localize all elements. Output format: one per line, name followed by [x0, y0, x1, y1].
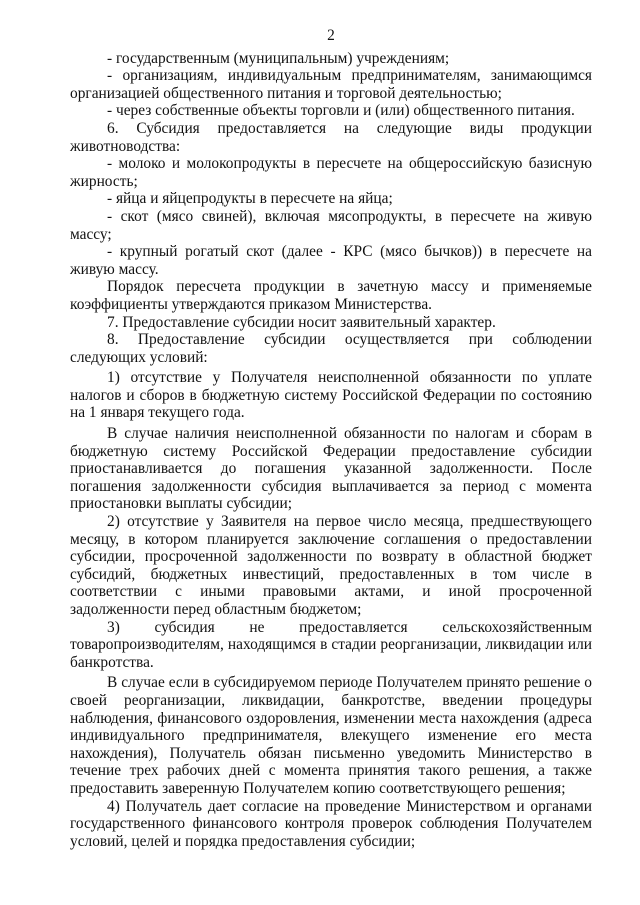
paragraph: - через собственные объекты торговли и (или) общественного питания. — [107, 102, 575, 120]
paragraph: В случае наличия неисполненной обязанности по налогам и сборам в бюджетную систему Российской Федерации предоставление субсидии приостанавливается до погашения указанной задолженности. После погашения задолженности субсидия выплачивается за период с момента приостановки выплаты субсидии; — [70, 425, 592, 513]
paragraph: 2) отсутствие у Заявителя на первое число месяца, предшествующего месяцу, в котором планируется заключение соглашения о предоставлении субсидии, просроченной задолженности по возврату в областной бюджет субсидий, бюджетных инвестиций, предоставленных в том числе в соответствии с иными правовыми актами, и иной просроченной задолженности перед областным бюджетом; — [70, 513, 592, 618]
paragraph: 6. Субсидия предоставляется на следующие виды продукции животноводства: — [70, 119, 592, 155]
paragraph: Порядок пересчета продукции в зачетную массу и применяемые коэффициенты утверждаются приказом Министерства. — [70, 278, 592, 313]
paragraph: - государственным (муниципальным) учреждениям; — [107, 49, 450, 67]
paragraph: 8. Предоставление субсидии осуществляется при соблюдении следующих условий: — [70, 331, 592, 366]
paragraph: 3) субсидия не предоставляется сельскохозяйственным товаропроизводителям, находящимся в стадии реорганизации, ликвидации или банкротства. — [70, 618, 592, 671]
paragraph: - организациям, индивидуальным предпринимателям, занимающимся организацией общественного питания и торговой деятельностью; — [70, 67, 592, 102]
page-number: 2 — [327, 27, 335, 44]
document-page — [70, 27, 592, 850]
document-body — [70, 50, 592, 851]
paragraph: - крупный рогатый скот (далее - КРС (мясо бычков)) в пересчете на живую массу. — [70, 243, 592, 278]
paragraph: В случае если в субсидируемом периоде Получателем принято решение о своей реорганизации, ликвидации, банкротстве, введении процедуры наблюдения, финансового оздоровления, изменении места нахождения (адреса индивидуального предпринимателя, влекущего изменение его места нахождения), Получатель обязан письменно уведомить Министерство в течение трех рабочих дней с момента принятия такого решения, а также предоставить заверенную Получателем копию соответствующего решения; — [70, 674, 592, 797]
paragraph: 4) Получатель дает согласие на проведение Министерством и органами государственного финансового контроля проверок соблюдения Получателем условий, целей и порядка предоставления субсидии; — [70, 797, 592, 850]
paragraph: - молоко и молокопродукты в пересчете на общероссийскую базисную жирность; — [70, 155, 592, 190]
paragraph: 1) отсутствие у Получателя неисполненной обязанности по уплате налогов и сборов в бюджетную систему Российской Федерации по состоянию на 1 января текущего года. — [70, 369, 592, 422]
paragraph: 7. Предоставление субсидии носит заявительный характер. — [107, 313, 496, 331]
paragraph: - скот (мясо свиней), включая мясопродукты, в пересчете на живую массу; — [70, 207, 592, 243]
paragraph: - яйца и яйцепродукты в пересчете на яйца; — [107, 190, 393, 208]
